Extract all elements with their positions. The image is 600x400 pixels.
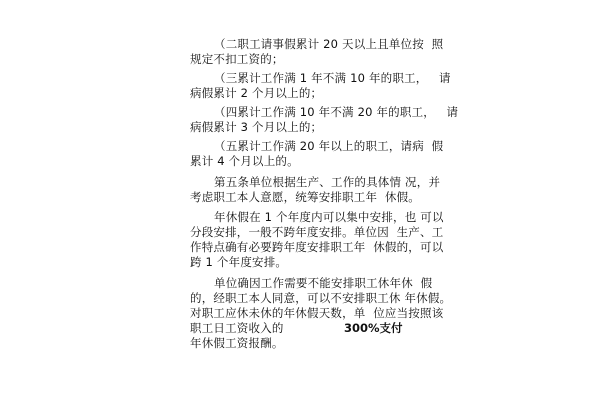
paragraph-3-line-5: 年休假工资报酬。 bbox=[190, 336, 284, 350]
paragraph-3-line-1: 单位确因工作需要不能安排职工休年休 假 bbox=[214, 276, 433, 290]
paragraph-3-line-3: 对职工应休未休的年休假天数，单 位应当按照该 bbox=[190, 306, 444, 320]
article-5-line-1: 第五条单位根据生产、工作的具体情 况，并 bbox=[214, 175, 441, 189]
item-3-line-1: （三累计工作满 1 年不满 10 年的职工， 请 bbox=[214, 71, 451, 85]
item-3-line-2: 病假累计 2 个月以上的； bbox=[190, 86, 323, 100]
paragraph-3-line-2: 的，经职工本人同意，可以不安排职工休 年休假。 bbox=[190, 291, 452, 305]
item-5-line-2: 累计 4 个月以上的。 bbox=[190, 154, 299, 168]
paragraph-2-line-4: 跨 1 个年度安排。 bbox=[190, 255, 288, 269]
item-2-line-2: 规定不扣工资的； bbox=[190, 52, 284, 66]
paragraph-2-line-2: 分段安排，一般不跨年度安排。单位因 生产、工 bbox=[190, 225, 444, 239]
item-4-line-1: （四累计工作满 10 年不满 20 年的职工， 请 bbox=[214, 105, 459, 119]
article-5-line-2: 考虑职工本人意愿，统筹安排职工年 休假。 bbox=[190, 190, 421, 204]
item-4-line-2: 病假累计 3 个月以上的； bbox=[190, 120, 323, 134]
paragraph-3-percentage: 300%支付 bbox=[344, 321, 403, 335]
item-2-line-1: （二职工请事假累计 20 天以上且单位按 照 bbox=[214, 37, 444, 51]
paragraph-3-line-4: 职工日工资收入的 bbox=[190, 321, 284, 335]
item-5-line-1: （五累计工作满 20 年以上的职工，请病 假 bbox=[214, 139, 444, 153]
paragraph-2-line-1: 年休假在 1 个年度内可以集中安排，也 可以 bbox=[214, 210, 444, 224]
paragraph-2-line-3: 作特点确有必要跨年度安排职工年 休假的，可以 bbox=[190, 240, 444, 254]
